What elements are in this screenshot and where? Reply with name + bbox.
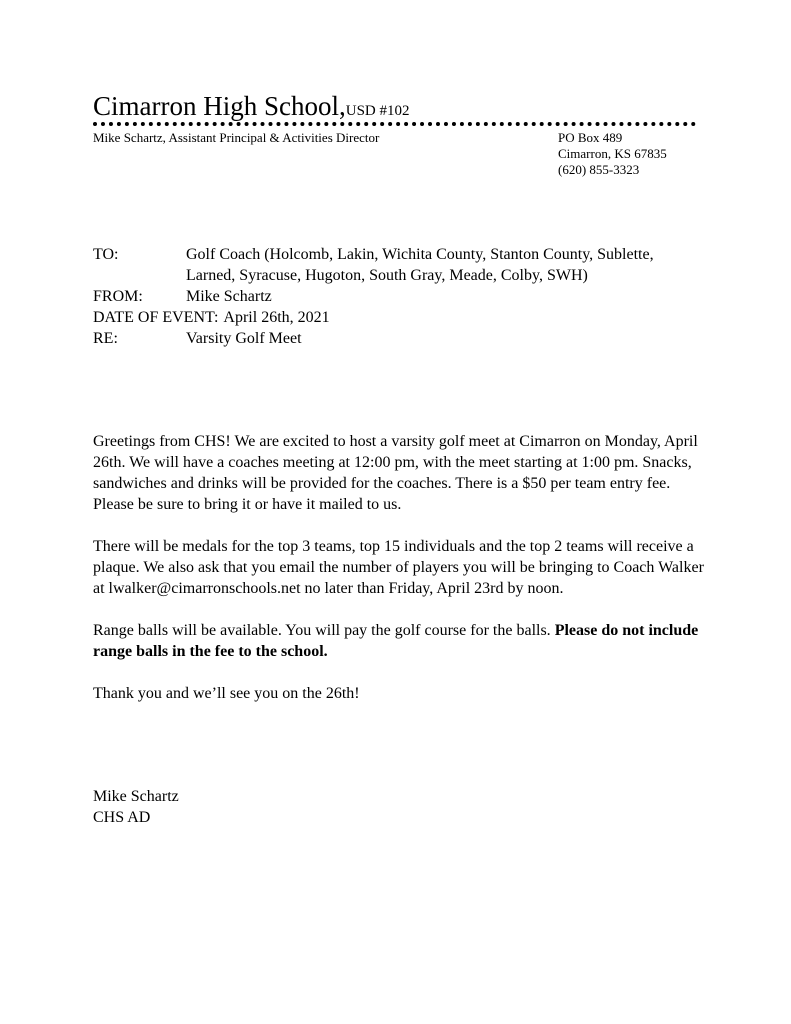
memo-re-value: Varsity Golf Meet: [186, 330, 302, 347]
body-paragraph-awards: There will be medals for the top 3 teams, top 15 individuals and the top 2 teams will receive a plaque. We also ask that you email the number of players you will be bringing to Coach Walker at lwalker@cimarronschools.net no later than Friday, April 23rd by noon.: [93, 538, 704, 597]
range-balls-warning: Please do not include range balls in the fee to the school.: [93, 622, 699, 660]
memo-row-from: [93, 286, 676, 307]
body-paragraph-closing: Thank you and we’ll see you on the 26th!: [93, 685, 360, 702]
address-line-city: Cimarron, KS 67835: [558, 146, 667, 161]
memo-header: [93, 244, 676, 349]
letterhead-dotted-rule: [93, 122, 696, 126]
school-name: Cimarron High School,: [93, 91, 346, 121]
body-paragraph-greeting: Greetings from CHS! We are excited to host a varsity golf meet at Cimarron on Monday, April 26th. We will have a coaches meeting at 12:00 pm, with the meet starting at 1:00 pm. Snacks, sandwiches and drinks will be provided for the coaches. There is a $50 per team entry fee. Please be sure to bring it or have it mailed to us.: [93, 433, 698, 513]
body-paragraph-range-balls: [93, 620, 707, 662]
address-line-phone: (620) 855-3323: [558, 162, 640, 177]
memo-re-label: RE:: [93, 330, 118, 347]
signature-title: CHS AD: [93, 809, 151, 826]
address-line-po-box: PO Box 489: [558, 130, 623, 145]
memo-row-date: [93, 307, 676, 328]
memo-row-to: [93, 244, 676, 286]
memo-to-value: Golf Coach (Holcomb, Lakin, Wichita County, Stanton County, Sublette, Larned, Syracuse, Hugoton, South Gray, Meade, Colby, SWH): [186, 246, 654, 284]
memo-date-label: DATE OF EVENT:: [93, 309, 219, 326]
memo-to-label: TO:: [93, 246, 119, 263]
range-balls-text: Range balls will be available. You will pay the golf course for the balls.: [93, 622, 555, 639]
district-number: USD #102: [345, 103, 410, 119]
letter-body: [93, 431, 707, 725]
letterhead-title: [93, 93, 410, 120]
memo-from-value: Mike Schartz: [186, 288, 272, 305]
letterhead-address: [558, 130, 667, 178]
letterhead-officer: Mike Schartz, Assistant Principal & Activities Director: [93, 130, 380, 145]
memo-from-label: FROM:: [93, 288, 143, 305]
signature-block: [93, 786, 179, 828]
signature-name: Mike Schartz: [93, 788, 179, 805]
memo-date-value: April 26th, 2021: [223, 309, 330, 326]
memo-row-re: [93, 328, 676, 349]
